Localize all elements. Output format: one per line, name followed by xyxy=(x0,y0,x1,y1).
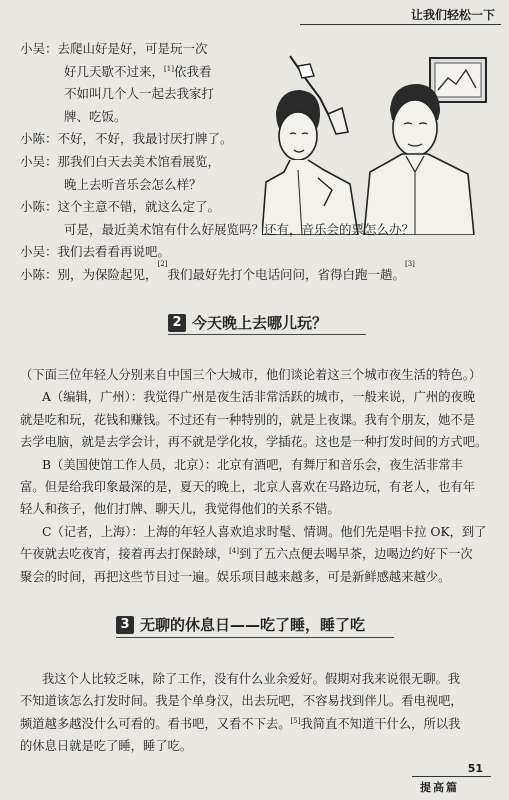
speaker-label: 小陈： xyxy=(20,199,58,215)
paragraph-line: B（美国使馆工作人员，北京）：北京有酒吧，有舞厅和音乐会，夜生活非常丰 xyxy=(42,457,463,472)
paragraph-line: 轻人和孩子，他们打牌、聊天儿，我觉得他们的关系不错。 xyxy=(20,502,340,517)
dialog-line: 牌、吃饭。 xyxy=(64,108,127,124)
speaker-label: 小吴： xyxy=(20,41,58,56)
paragraph-line: 就是吃和玩，花钱和赚钱。不过还有一种特别的，就是上夜课。我有个朋友，她不是 xyxy=(20,412,475,427)
footnote-ref: [4] xyxy=(229,547,239,556)
page-number: 51 xyxy=(467,762,483,775)
paragraph-line: 我这个人比较乏味，除了工作，没有什么业余爱好。假期对我来说很无聊。我 xyxy=(42,672,461,686)
footnote-ref: [5] xyxy=(290,716,301,725)
footer-label: 提高篇 xyxy=(420,781,459,794)
section-3-underline xyxy=(116,637,394,638)
section-title: 无聊的休息日——吃了睡，睡了吃 xyxy=(140,616,366,634)
section-2-underline xyxy=(168,334,366,335)
dialog-line: 我们最好先打个电话问问，省得白跑一趟。 xyxy=(167,266,405,282)
header-rule xyxy=(300,24,501,25)
dialog-line: 这个主意不错，就这么定了。 xyxy=(57,199,221,215)
running-head: 让我们轻松一下 xyxy=(410,8,495,22)
section-3-heading xyxy=(116,614,365,635)
dialog-line: 可是，最近美术馆有什么好展览吗？还有，音乐会的票怎么办？ xyxy=(64,221,415,237)
paragraph-line: 到了五六点便去喝早茶，边喝边约好下一次 xyxy=(238,547,473,562)
paragraph-line: 不知道该怎么打发时间。我是个单身汉，出去玩吧，不容易找到伴儿。看电视吧， xyxy=(20,694,463,709)
dialog-line: 别，为保险起见， xyxy=(57,266,158,282)
speaker-label: 小吴： xyxy=(20,244,58,260)
intro-line: （下面三位年轻人分别来自中国三个大城市，他们谈论着这三个城市夜生活的特色。） xyxy=(20,368,482,382)
dialog-line: 不好，不好，我最讨厌打牌了。 xyxy=(57,131,233,147)
section-3-body xyxy=(20,668,490,758)
paragraph-line: A（编辑，广州）：我觉得广州是夜生活非常活跃的城市，一般来说，广州的夜晚 xyxy=(42,390,476,405)
speaker-label: 小吴： xyxy=(20,153,58,169)
paragraph-line: 频道越多越没什么可看的。看书吧，又看不下去。 xyxy=(20,716,291,731)
speaker-label: 小陈： xyxy=(20,266,58,282)
paragraph-line: C（记者，上海）：上海的年轻人喜欢追求时髦、情调。他们先是唱卡拉 OK，到了 xyxy=(42,524,487,539)
footnote-ref: [3] xyxy=(404,259,415,268)
paragraph-line: 午夜就去吃夜宵，接着再去打保龄球， xyxy=(20,547,230,562)
section-2-body xyxy=(20,364,490,588)
paragraph-line: 我简直不知道干什么，所以我 xyxy=(300,716,461,731)
paragraph-line: 富。但是给我印象最深的是，夏天的晚上，北京人喜欢在马路边玩，有老人，也有年 xyxy=(20,480,475,495)
paragraph-line: 的休息日就是吃了睡，睡了吃。 xyxy=(20,739,193,754)
paragraph-line: 聚会的时间，再把这些节目过一遍。娱乐项目越来越多，可是新鲜感越来越少。 xyxy=(20,569,451,584)
footnote-ref: [2] xyxy=(157,259,168,268)
dialog-line: 好几天歇不过来， xyxy=(64,63,165,79)
dialog-line: 去爬山好是好，可是玩一次 xyxy=(57,41,208,56)
dialog-line: 不如叫几个人一起去我家打 xyxy=(64,86,215,102)
section-title: 今天晚上去哪儿玩？ xyxy=(192,314,328,332)
dialog-line: 我们去看看再说吧。 xyxy=(57,244,171,260)
speaker-label: 小陈： xyxy=(20,131,58,147)
dialog-line: 那我们白天去美术馆看展览， xyxy=(57,153,221,169)
dialog-line: 晚上去听音乐会怎么样？ xyxy=(64,176,202,192)
dialog-line: 依我看 xyxy=(173,63,212,79)
section-number: 2 xyxy=(168,314,186,332)
section-2-heading xyxy=(168,312,327,333)
footer-rule xyxy=(412,776,491,777)
dialog-block xyxy=(20,38,490,287)
section-number: 3 xyxy=(116,616,134,634)
footnote-ref: [1] xyxy=(164,64,174,73)
paragraph-line: 去学电脑，就是去学会计，再不就是学化妆，学插花。这也是一种打发时间的方式吧。 xyxy=(20,435,488,450)
